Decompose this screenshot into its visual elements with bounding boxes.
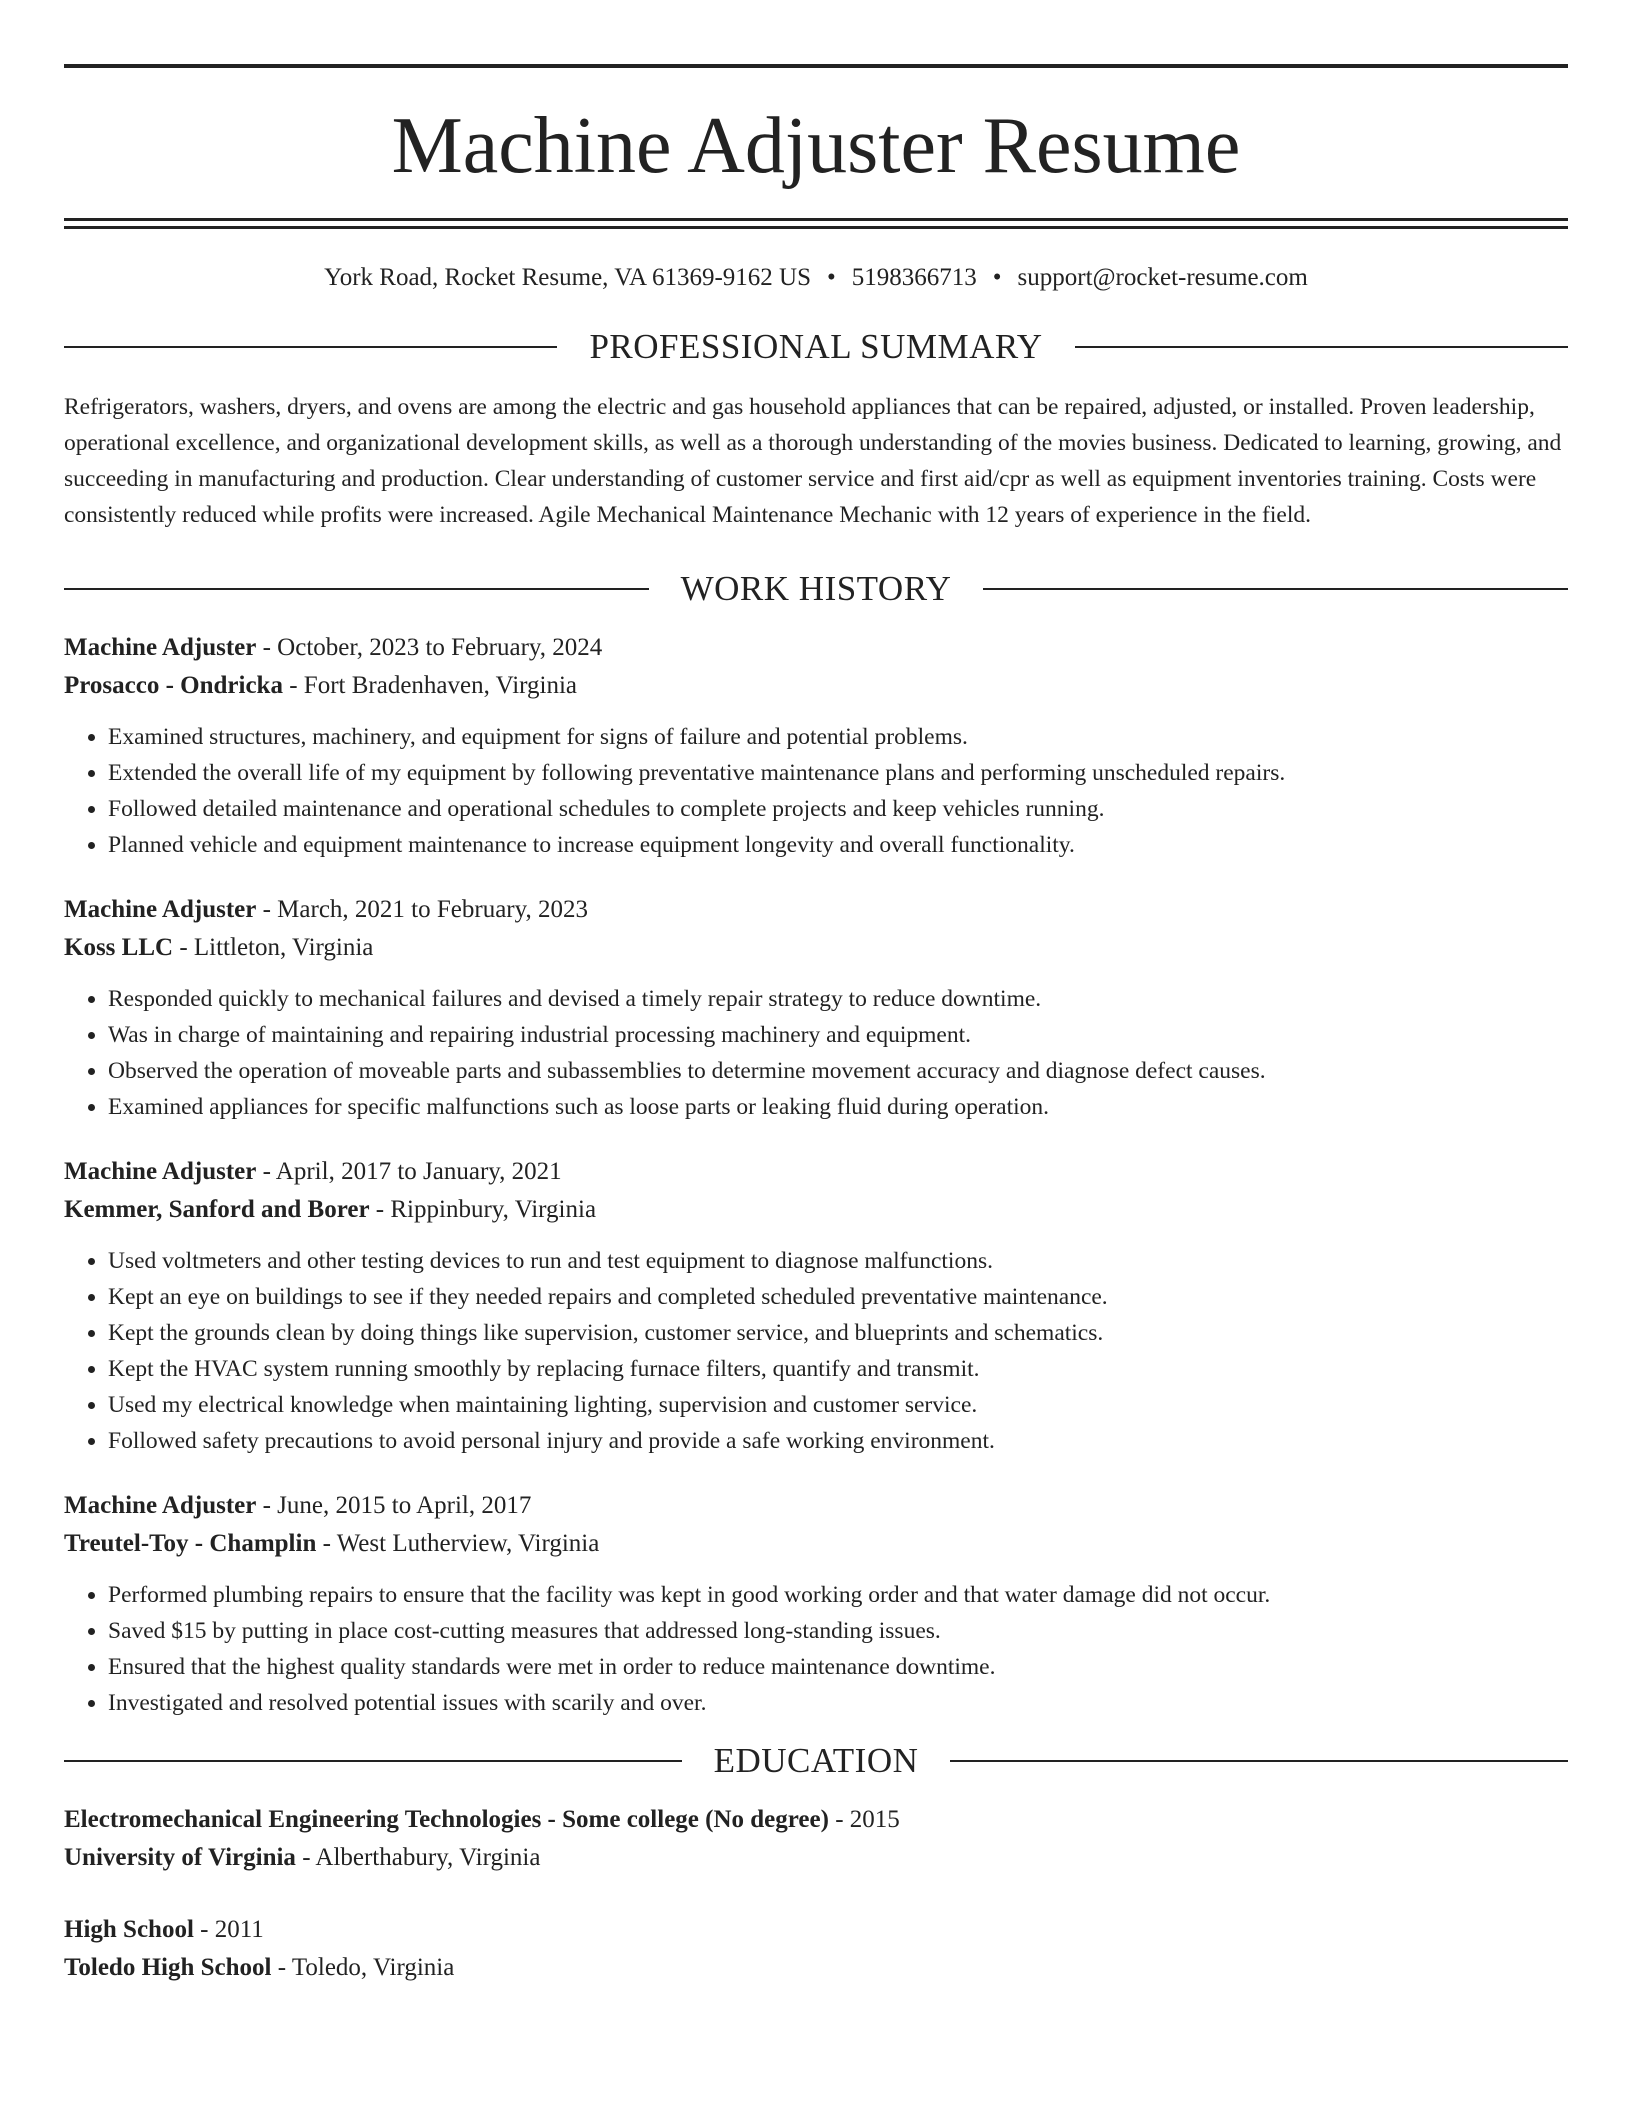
professional-summary: Refrigerators, washers, dryers, and ovens are among the electric and gas household appliances that can be repaired, adjusted, or installed. Proven leadership, operational excellence, and organizational development skills, as well as a thorough understanding of the movies business. Dedicated to learning, growing, and succeeding in manufacturing and production. Clear understanding of customer service and first aid/cpr as well as equipment inventories training. Costs were consistently reduced while profits were increased. Agile Mechanical Maintenance Mechanic with 12 years of experience in the field. [64, 394, 1562, 528]
job-title: Machine Adjuster [64, 896, 257, 923]
job-dates: - June, 2015 to April, 2017 [256, 1492, 532, 1519]
contact-separator: • [827, 264, 836, 291]
job-bullet: • Followed detailed maintenance and operational schedules to complete projects and keep vehicles running. [108, 791, 1568, 827]
top-rule [64, 64, 1568, 68]
divider [64, 588, 649, 590]
job-company: Koss LLC [64, 934, 174, 961]
job-dates: - April, 2017 to January, 2021 [256, 1158, 562, 1185]
section-title: EDUCATION [713, 1741, 919, 1780]
job-bullet: • Responded quickly to mechanical failures and devised a timely repair strategy to reduce downtime. [108, 981, 1568, 1017]
work-history-list [64, 629, 1568, 1721]
job-bullet: • Kept the grounds clean by doing things like supervision, customer service, and blueprints and schematics. [108, 1315, 1568, 1351]
education-location: - Toledo, Virginia [271, 1954, 455, 1981]
job-company-line [64, 1525, 1568, 1563]
job-bullet: • Planned vehicle and equipment maintenance to increase equipment longevity and overall functionality. [108, 827, 1568, 863]
section-heading-education [64, 1741, 1568, 1781]
job-entry [64, 1153, 1568, 1459]
job-company-line [64, 667, 1568, 705]
contact-separator: • [992, 264, 1002, 291]
education-degree: Electromechanical Engineering Technologies - Some college (No degree) [64, 1806, 829, 1833]
education-degree: High School [64, 1916, 194, 1943]
education-entry [64, 1911, 1568, 1987]
job-bullet: • Kept the HVAC system running smoothly by replacing furnace filters, quantify and transmit. [108, 1351, 1568, 1387]
education-school: Toledo High School [64, 1954, 272, 1981]
job-entry [64, 629, 1568, 863]
job-bullet: • Followed safety precautions to avoid personal injury and provide a safe working environment. [108, 1423, 1568, 1459]
section-heading-summary [64, 327, 1568, 367]
job-bullet: • Was in charge of maintaining and repairing industrial processing machinery and equipment. [108, 1017, 1568, 1053]
section-title: WORK HISTORY [680, 569, 952, 608]
job-bullets [64, 981, 1568, 1125]
job-bullets [64, 719, 1568, 863]
job-dates: - October, 2023 to February, 2024 [256, 634, 603, 661]
job-bullet: • Examined structures, machinery, and equipment for signs of failure and potential problems. [108, 719, 1568, 755]
job-location: - Fort Bradenhaven, Virginia [282, 672, 578, 699]
job-bullets [64, 1243, 1568, 1459]
contact-address: York Road, Rocket Resume, VA 61369-9162 US [324, 264, 811, 291]
divider [950, 1760, 1568, 1762]
job-bullet: • Observed the operation of moveable parts and subassemblies to determine movement accuracy and diagnose defect causes. [108, 1053, 1568, 1089]
job-bullet: • Examined appliances for specific malfunctions such as loose parts or leaking fluid during operation. [108, 1089, 1568, 1125]
resume-title: Machine Adjuster Resume [391, 102, 1241, 190]
job-bullet: • Investigated and resolved potential issues with scarily and over. [108, 1685, 1568, 1721]
title-double-rule [64, 218, 1568, 229]
job-title: Machine Adjuster [64, 634, 257, 661]
education-year: - 2011 [193, 1916, 264, 1943]
job-entry [64, 891, 1568, 1125]
job-location: - Rippinbury, Virginia [369, 1196, 597, 1223]
contact-line [64, 263, 1568, 293]
job-bullet: • Ensured that the highest quality standards were met in order to reduce maintenance downtime. [108, 1649, 1568, 1685]
job-bullet: • Used my electrical knowledge when maintaining lighting, supervision and customer service. [108, 1387, 1568, 1423]
job-dates: - March, 2021 to February, 2023 [256, 896, 588, 923]
job-company: Kemmer, Sanford and Borer [64, 1196, 370, 1223]
education-degree-line [64, 1801, 1568, 1839]
job-bullet: • Extended the overall life of my equipment by following preventative maintenance plans and performing unscheduled repairs. [108, 755, 1568, 791]
education-school-line [64, 1949, 1568, 1987]
job-bullet: • Performed plumbing repairs to ensure that the facility was kept in good working order and that water damage did not occur. [108, 1577, 1568, 1613]
job-company: Treutel-Toy - Champlin [64, 1530, 317, 1557]
job-bullet: • Kept an eye on buildings to see if they needed repairs and completed scheduled preventative maintenance. [108, 1279, 1568, 1315]
education-entry [64, 1801, 1568, 1877]
education-degree-line [64, 1911, 1568, 1949]
job-company-line [64, 929, 1568, 967]
education-year: - 2015 [828, 1806, 900, 1833]
resume-page [64, 64, 1568, 1987]
job-bullet: • Saved $15 by putting in place cost-cutting measures that addressed long-standing issues. [108, 1613, 1568, 1649]
job-bullet: • Used voltmeters and other testing devices to run and test equipment to diagnose malfunctions. [108, 1243, 1568, 1279]
job-title-line [64, 1153, 1568, 1191]
job-location: - Littleton, Virginia [173, 934, 374, 961]
education-school-line [64, 1839, 1568, 1877]
job-title: Machine Adjuster [64, 1492, 257, 1519]
job-entry [64, 1487, 1568, 1721]
job-bullets [64, 1577, 1568, 1721]
job-location: - West Lutherview, Virginia [316, 1530, 600, 1557]
job-title-line [64, 1487, 1568, 1525]
education-school: University of Virginia [64, 1844, 296, 1871]
job-title-line [64, 891, 1568, 929]
contact-email: support@rocket-resume.com [1017, 264, 1308, 291]
divider [983, 588, 1568, 590]
divider [64, 1760, 682, 1762]
job-title: Machine Adjuster [64, 1158, 257, 1185]
section-title: PROFESSIONAL SUMMARY [589, 327, 1043, 366]
education-list [64, 1801, 1568, 1987]
job-company-line [64, 1191, 1568, 1229]
job-title-line [64, 629, 1568, 667]
job-company: Prosacco - Ondricka [64, 672, 283, 699]
contact-phone: 5198366713 [851, 264, 977, 291]
section-heading-work [64, 569, 1568, 609]
divider [1075, 346, 1568, 348]
education-location: - Alberthabury, Virginia [295, 1844, 541, 1871]
divider [64, 346, 557, 348]
